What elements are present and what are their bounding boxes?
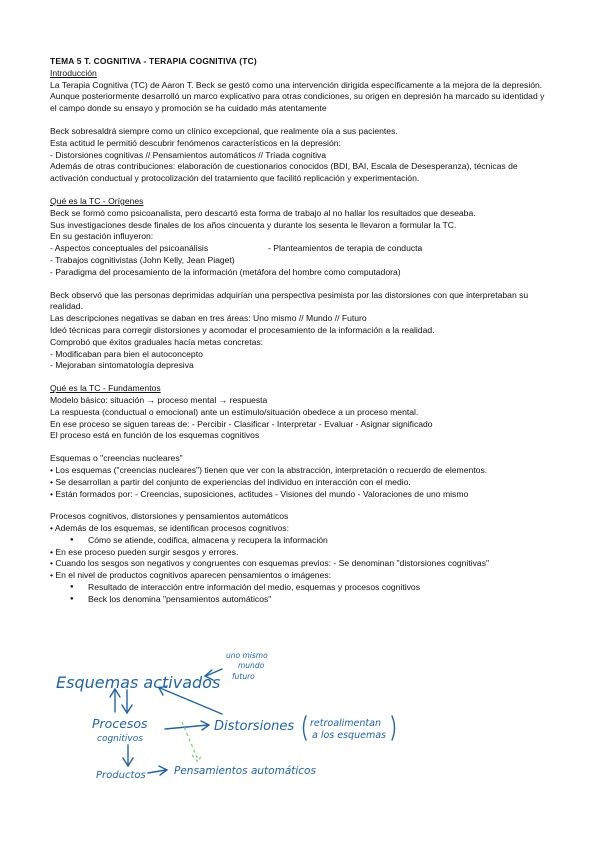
paragraph: Además de otras contribuciones: elaboración de cuestionarios conocidos (BDI, BAI, Escala de Desesperanza), técnicas de activación conductual y protocolización del tratamiento que facilitó replicación y experimentación.: [50, 161, 518, 184]
paragraph: Modelo básico: situación → proceso mental → respuesta: [50, 394, 268, 405]
sub-list-item: ● Resultado de interacción entre información del medio, esquemas y procesos cognitivos: [50, 582, 550, 594]
paragraph: Comprobó que éxitos graduales hacía metas concretas:: [50, 336, 264, 347]
list-item: • Cuando los sesgos son negativos y congruentes con esquemas previos: - Se denominan "distorsiones cognitivas": [50, 558, 490, 569]
sketch-procesos: Procesos: [92, 716, 148, 731]
sketch-a-los-esquemas: a los esquemas: [312, 730, 386, 741]
paragraph: En ese proceso se siguen tareas de: - Percibir - Clasificar - Interpretar - Evaluar - Asignar significado: [50, 418, 433, 429]
list-item: • Los esquemas ("creencias nucleares") tienen que ver con la abstracción, interpretación o recuerdo de elementos.: [50, 464, 488, 475]
list-item-left: - Aspectos conceptuales del psicoanálisis: [50, 243, 209, 254]
paragraph: Beck sobresaldrá siempre como un clínico excepcional, que realmente oía a sus pacientes.: [50, 125, 398, 136]
paragraph: Esta actitud le permitió descubrir fenómenos característicos en la depresión:: [50, 137, 341, 148]
section-heading-origenes: Qué es la TC - Orígenes: [50, 195, 144, 206]
section-heading-intro: Introducción: [50, 67, 97, 78]
sketch-cognitivos: cognitivos: [97, 734, 143, 744]
sub-list-item: ● Beck los denomina "pensamientos automáticos": [50, 594, 550, 606]
sketch-distorsiones: Distorsiones: [214, 719, 295, 734]
subsection-heading: Esquemas o "creencias nucleares": [50, 453, 183, 464]
document-body: [50, 56, 550, 606]
sub-list-item: ● Cómo se atiende, codifica, almacena y recupera la información: [50, 535, 550, 547]
list-item: • Se desarrollan a partir del conjunto de experiencias del individuo en interacción con el medio.: [50, 476, 411, 487]
paragraph: Ideó técnicas para corregir distorsiones y acomodar el procesamiento de la información a la realidad.: [50, 324, 435, 335]
paragraph: En su gestación influyeron:: [50, 231, 154, 242]
paragraph: La Terapia Cognitiva (TC) de Aaron T. Beck se gestó como una intervención dirigida específicamente a la mejora de la depresión.: [50, 79, 543, 90]
document-title: TEMA 5 T. COGNITIVA - TERAPIA COGNITIVA (TC): [50, 56, 257, 66]
list-item: [50, 243, 550, 255]
sketch-esquemas: Esquemas activados: [56, 673, 221, 692]
paragraph: Beck observó que las personas deprimidas adquirían una perspectiva pesimista por las distorsiones con que interpretaban su realidad.: [50, 289, 529, 312]
paragraph: El proceso está en función de los esquemas cognitivos: [50, 430, 260, 441]
sketch-mundo: mundo: [238, 661, 265, 670]
list-item-right: - Planteamientos de terapia de conducta: [268, 243, 423, 254]
subsection-heading: Procesos cognitivos, distorsiones y pensamientos automáticos: [50, 511, 289, 522]
list-item: • Están formados por: - Creencias, suposiciones, actitudes - Visiones del mundo - Valoraciones de uno mismo: [50, 488, 469, 499]
paragraph: Sus investigaciones desde finales de los años cincuenta y durante los sesenta le llevaron a formular la TC.: [50, 219, 457, 230]
paragraph: Beck se formó como psicoanalista, pero descartó esta forma de trabajo al no hallar los resultados que deseaba.: [50, 207, 476, 218]
list-item: - Trabajos cognitivistas (John Kelly, Jean Piaget): [50, 254, 235, 265]
list-item: • En el nivel de productos cognitivos aparecen pensamientos o imágenes:: [50, 570, 332, 581]
list-item: • Además de los esquemas, se identifican procesos cognitivos:: [50, 523, 289, 534]
sketch-retroalimentan: retroalimentan: [310, 718, 381, 729]
list-item: - Paradigma del procesamiento de la información (metáfora del hombre como computadora): [50, 266, 401, 277]
paragraph: Las descripciones negativas se daban en tres áreas: Uno mismo // Mundo // Futuro: [50, 313, 367, 324]
list-item: • En ese proceso pueden surgir sesgos y errores.: [50, 546, 239, 557]
paragraph: Aunque posteriormente desarrolló un marco explicativo para otras condiciones, su origen en depresión ha marcado su identidad y el campo donde su ensayo y promoción se ha cuidado más atentamente: [50, 91, 545, 114]
sketch-futuro: futuro: [232, 672, 255, 681]
sketch-pensamientos: Pensamientos automáticos: [174, 765, 316, 777]
paragraph: La respuesta (conductual o emocional) ante un estímulo/situación obedece a un proceso mental.: [50, 406, 419, 417]
sketch-uno-mismo: uno mismo: [226, 651, 268, 660]
sketch-productos: Productos: [96, 770, 146, 781]
section-heading-fundamentos: Qué es la TC - Fundamentos: [50, 383, 161, 394]
list-item: - Modificaban para bien el autoconcepto: [50, 348, 203, 359]
list-item: - Mejoraban sintomatología depresiva: [50, 360, 194, 371]
list-item: - Distorsiones cognitivas // Pensamientos automáticos // Tríada cognitiva: [50, 149, 327, 160]
